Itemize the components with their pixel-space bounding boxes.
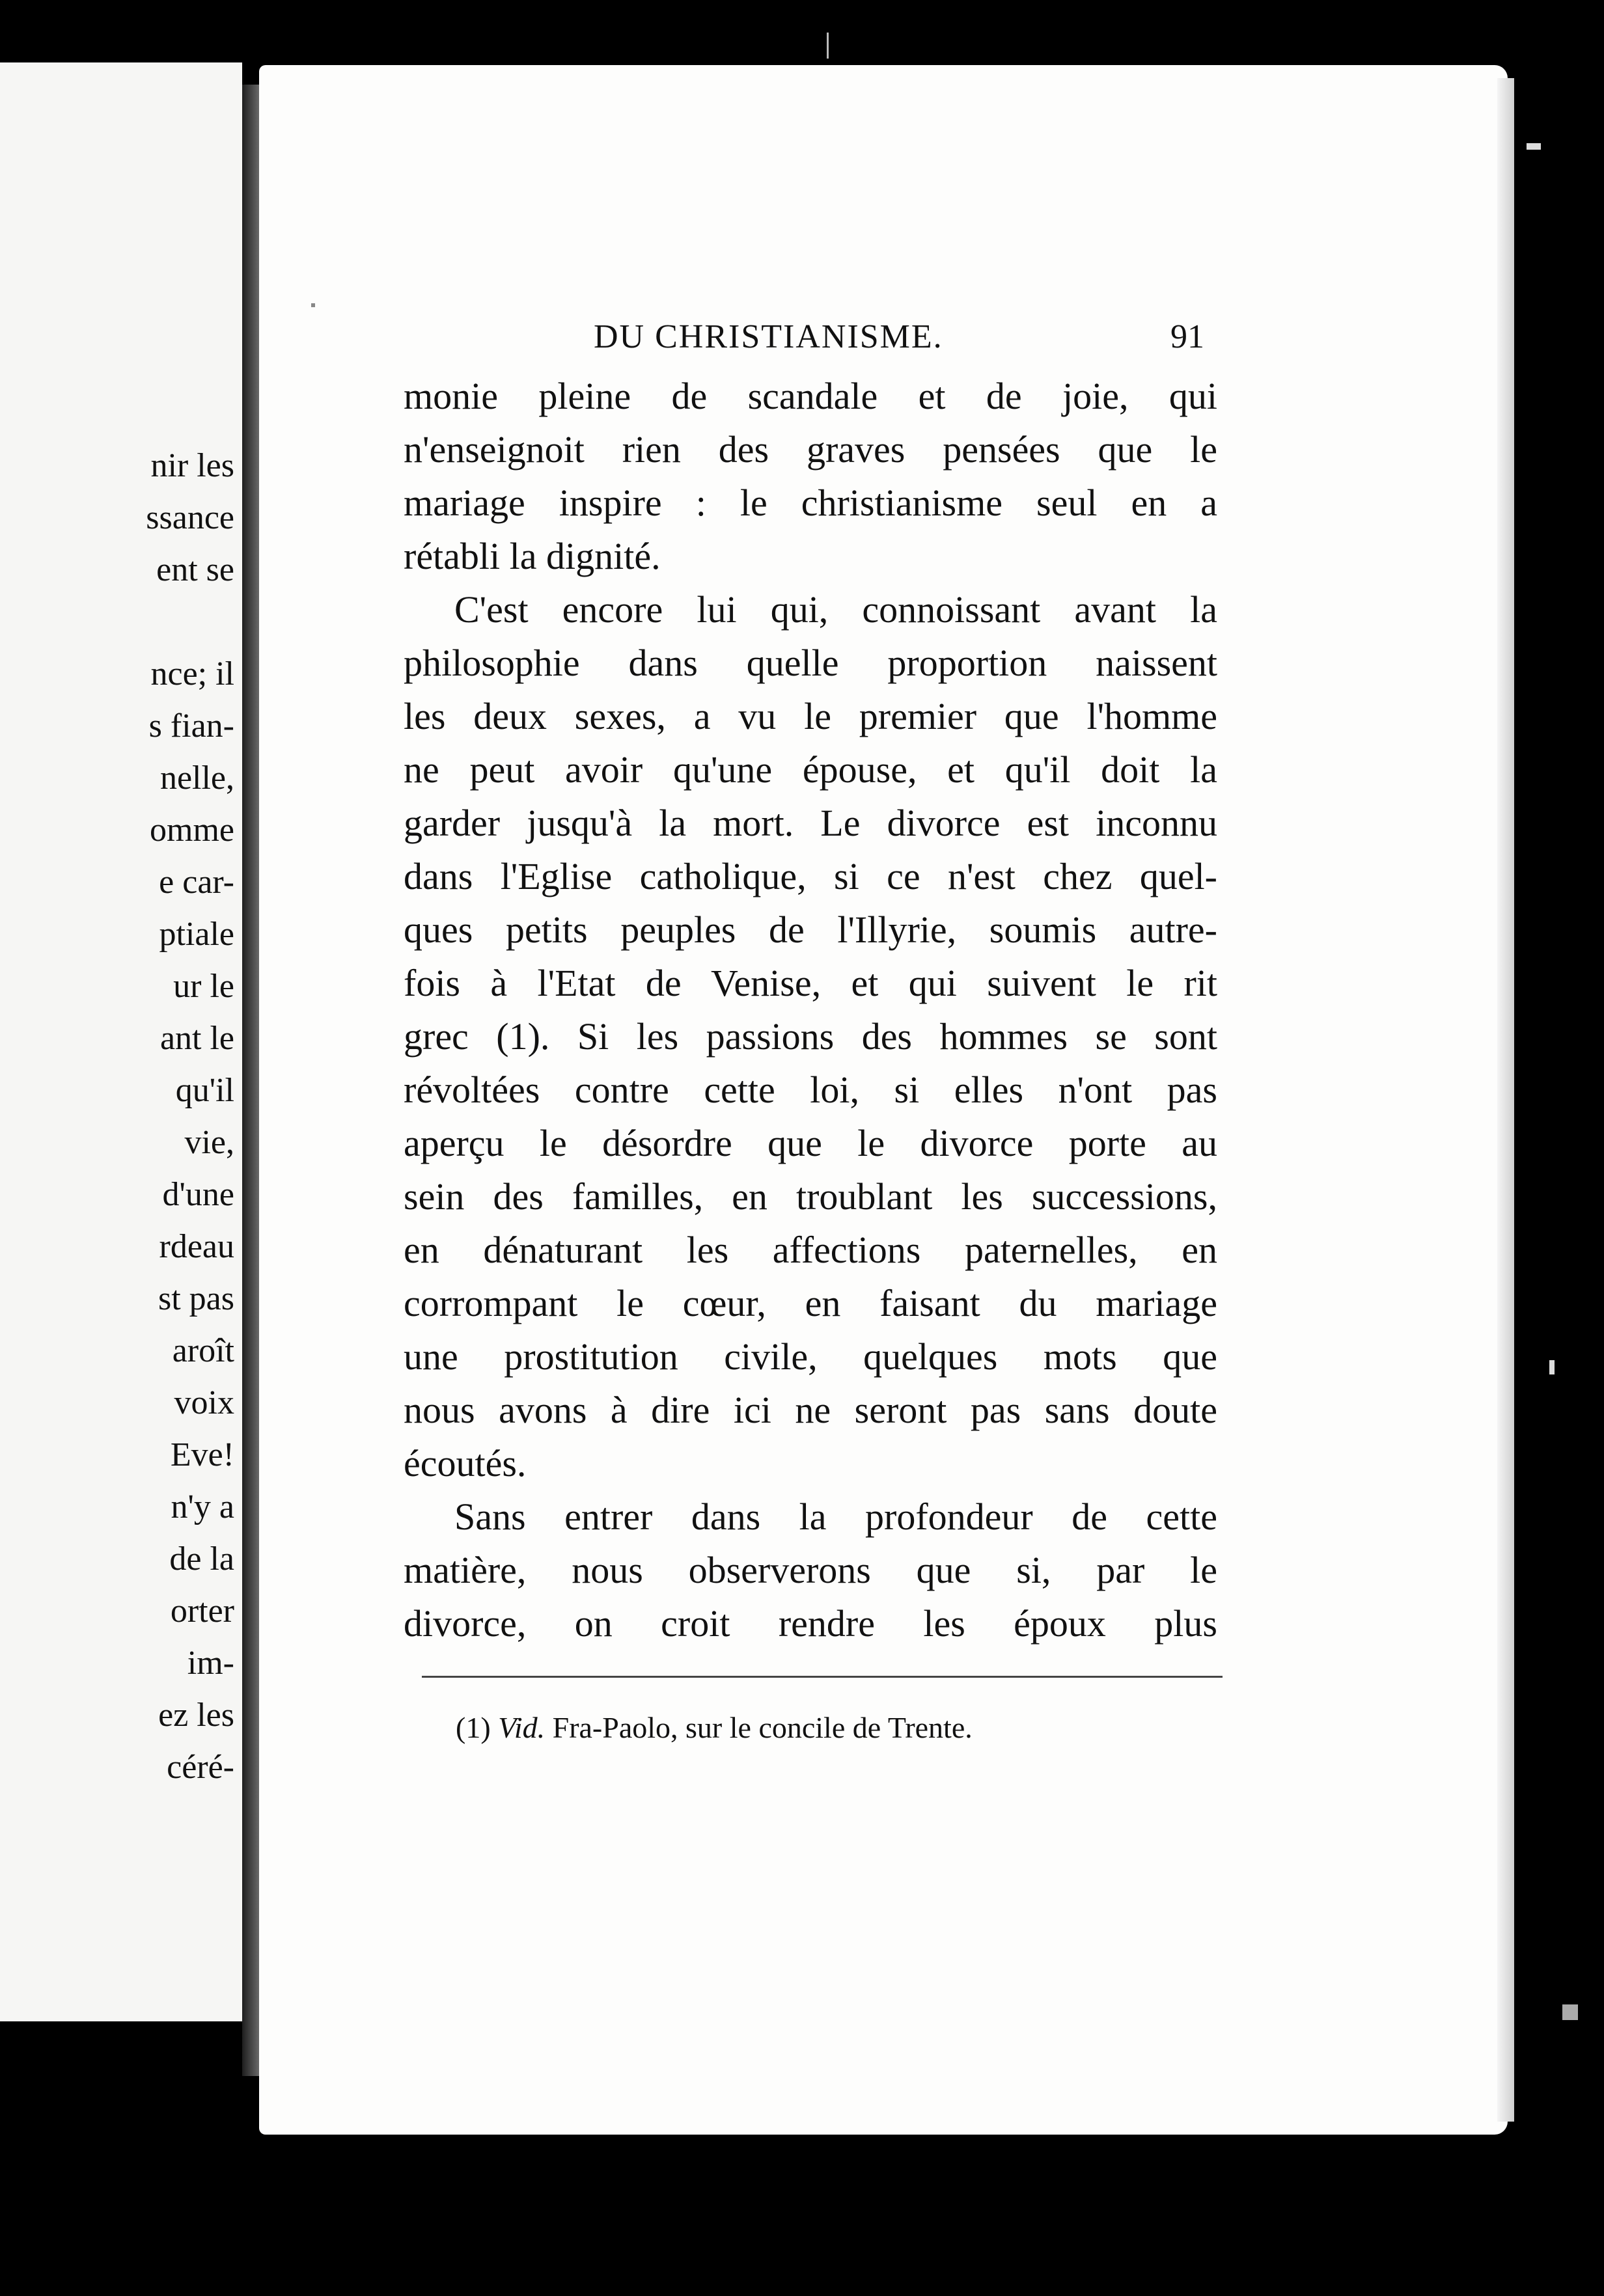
left-fragment-line: vie, xyxy=(184,1124,234,1161)
left-fragment-line: orter xyxy=(170,1592,234,1630)
text-line: mariage inspire : le christianisme seul en a xyxy=(404,482,1217,524)
text-line: matière, nous observerons que si, par le xyxy=(404,1549,1217,1591)
text-line: divorce, on croit rendre les époux plus xyxy=(404,1602,1217,1645)
footnote-abbreviation: Vid. xyxy=(498,1711,546,1744)
text-line: les deux sexes, a vu le premier que l'homme xyxy=(404,695,1217,737)
text-line: dans l'Eglise catholique, si ce n'est chez quel- xyxy=(404,855,1217,897)
paragraph-first-line: Sans entrer dans la profondeur de cette xyxy=(454,1496,1217,1538)
left-fragment-line: voix xyxy=(174,1384,234,1421)
left-fragment-line: aroît xyxy=(172,1332,234,1369)
left-fragment-line: ur le xyxy=(173,968,234,1005)
left-fragment-line: omme xyxy=(150,812,234,849)
footnote-marker: (1) xyxy=(456,1711,491,1744)
scan-speck xyxy=(827,33,829,59)
text-line: ne peut avoir qu'une épouse, et qu'il doit la xyxy=(404,748,1217,791)
text-line: garder jusqu'à la mort. Le divorce est inconnu xyxy=(404,802,1217,844)
left-fragment-line: qu'il xyxy=(175,1072,234,1109)
text-line: aperçu le désordre que le divorce porte au xyxy=(404,1122,1217,1164)
left-fragment-line: e car- xyxy=(159,864,234,901)
text-line: une prostitution civile, quelques mots que xyxy=(404,1335,1217,1378)
left-fragment-line: rdeau xyxy=(159,1228,234,1265)
left-page-fragment xyxy=(0,62,242,2021)
left-fragment-line: nelle, xyxy=(159,759,234,797)
footnote xyxy=(456,1710,973,1745)
left-fragment-line: ant le xyxy=(159,1020,234,1057)
text-line: fois à l'Etat de Venise, et qui suivent le rit xyxy=(404,962,1217,1004)
left-fragment-line: s fian- xyxy=(148,707,234,745)
left-fragment-line: Eve! xyxy=(170,1436,234,1473)
text-line: philosophie dans quelle proportion naissent xyxy=(404,642,1217,684)
left-fragment-line: de la xyxy=(169,1540,234,1578)
text-line: nous avons à dire ici ne seront pas sans doute xyxy=(404,1389,1217,1431)
left-fragment-line: im- xyxy=(187,1645,234,1682)
text-line: sein des familles, en troublant les successions, xyxy=(404,1175,1217,1218)
left-fragment-line: céré- xyxy=(167,1749,234,1786)
page-number: 91 xyxy=(1170,318,1204,355)
text-line: corrompant le cœur, en faisant du mariage xyxy=(404,1282,1217,1324)
left-fragment-line: nce; il xyxy=(150,655,234,692)
left-fragment-line: st pas xyxy=(158,1280,234,1317)
text-line: n'enseignoit rien des graves pensées que le xyxy=(404,428,1217,471)
text-line: ques petits peuples de l'Illyrie, soumis autre- xyxy=(404,909,1217,951)
scan-speck xyxy=(1562,2004,1578,2020)
left-fragment-line: ent se xyxy=(156,551,234,588)
body-text xyxy=(404,370,1217,1650)
left-fragment-line: d'une xyxy=(162,1176,234,1213)
left-fragment-line: ssance xyxy=(146,499,234,536)
text-line: révoltées contre cette loi, si elles n'ont pas xyxy=(404,1069,1217,1111)
text-line: monie pleine de scandale et de joie, qui xyxy=(404,375,1217,417)
text-line: rétabli la dignité. xyxy=(404,535,661,577)
paragraph-first-line: C'est encore lui qui, connoissant avant la xyxy=(454,588,1217,631)
scan-speck xyxy=(1527,143,1541,150)
text-line: écoutés. xyxy=(404,1442,527,1484)
footnote-rule xyxy=(422,1676,1223,1678)
scan-speck xyxy=(311,303,315,307)
left-fragment-line: ez les xyxy=(158,1697,234,1734)
page-edge-shadow xyxy=(1497,78,1514,2122)
left-fragment-line: ptiale xyxy=(159,916,234,953)
footnote-text: Fra-Paolo, sur le concile de Trente. xyxy=(552,1711,973,1744)
running-head: DU CHRISTIANISME. xyxy=(594,318,943,355)
scan-speck xyxy=(1549,1360,1555,1374)
left-fragment-line: n'y a xyxy=(171,1488,234,1525)
text-line: grec (1). Si les passions des hommes se sont xyxy=(404,1015,1217,1058)
left-fragment-line: nir les xyxy=(150,447,234,484)
text-line: en dénaturant les affections paternelles, en xyxy=(404,1229,1217,1271)
